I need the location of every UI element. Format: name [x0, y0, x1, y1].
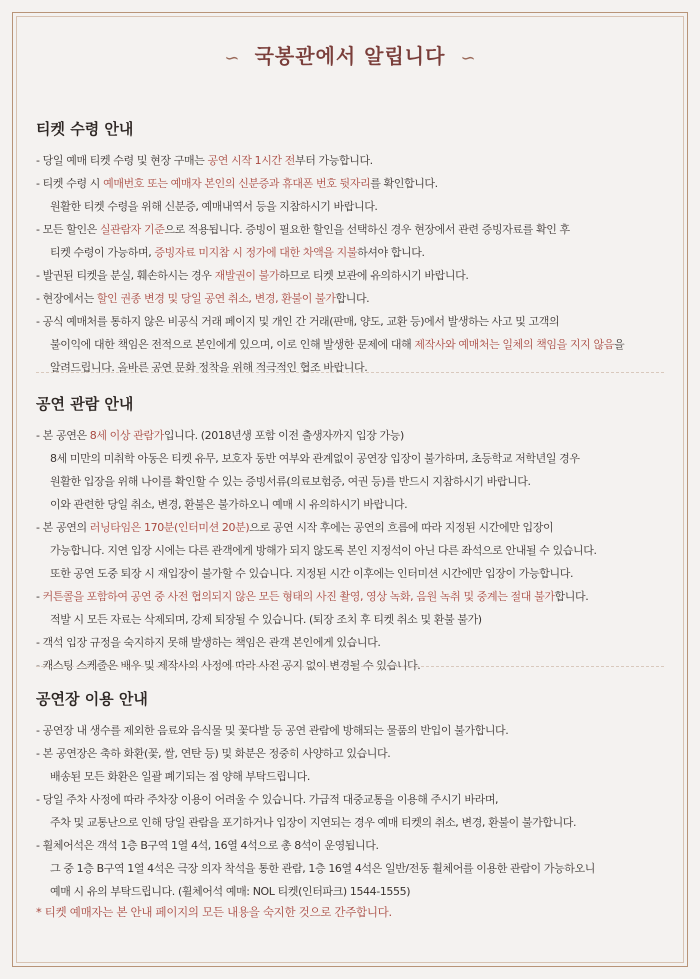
section-divider	[36, 666, 664, 667]
notice-item	[36, 218, 670, 241]
notice-text: 가능합니다. 지연 입장 시에는 다른 관객에게 방해가 되지 않도록 본인 지정석이 아닌 다른 좌석으로 안내될 수 있습니다.	[50, 544, 597, 557]
notice-text: 입니다. (2018년생 포함 이전 출생자까지 입장 가능)	[163, 429, 404, 442]
notice-line-continuation	[36, 811, 670, 834]
notice-line-continuation	[36, 857, 670, 880]
notice-item	[36, 719, 670, 742]
highlighted-text: 러닝타임은 170분(인터미션 20분)	[89, 521, 250, 534]
section-title: 공연장 이용 안내	[36, 690, 148, 708]
notice-text: 를 확인합니다.	[370, 177, 438, 190]
notice-text: - 객석 입장 규정을 숙지하지 못해 발생하는 책임은 관객 본인에게 있습니다.	[36, 636, 381, 649]
notice-text: 합니다.	[335, 292, 370, 305]
notice-line-continuation	[36, 539, 670, 562]
notice-item	[36, 585, 670, 608]
notice-line-continuation	[36, 333, 670, 356]
notice-text: - 본 공연장은 축하 화환(꽃, 쌀, 연탄 등) 및 화분은 정중히 사양하고 있습니다.	[36, 747, 391, 760]
section-title: 공연 관람 안내	[36, 395, 134, 413]
notice-item	[36, 287, 670, 310]
notice-line-continuation	[36, 880, 670, 903]
section-venue-usage	[36, 688, 670, 903]
highlighted-text: 증빙자료 미지참 시 정가에 대한 차액을 지불	[154, 246, 358, 259]
notice-text: - 캐스팅 스케줄은 배우 및 제작사의 사정에 따라 사전 공지 없이 변경될 수 있습니다.	[36, 659, 421, 672]
page-title: 국봉관에서 알립니다	[254, 44, 446, 68]
notice-item	[36, 631, 670, 654]
notice-text: 으로 적용됩니다. 증빙이 필요한 할인을 선택하신 경우 현장에서 관련 증빙자료를 확인 후	[164, 223, 570, 236]
notice-text: - 발권된 티켓을 분실, 훼손하시는 경우	[36, 269, 215, 282]
notice-text: 원활한 입장을 위해 나이를 확인할 수 있는 증빙서류(의료보험증, 여권 등)를 반드시 지참하시기 바랍니다.	[50, 475, 531, 488]
highlighted-text: 할인 권종 변경 및 당일 공연 취소, 변경, 환불이 불가	[96, 292, 336, 305]
notice-text: - 당일 예매 티켓 수령 및 현장 구매는	[36, 154, 208, 167]
left-flourish-icon: ∽	[224, 48, 240, 69]
notice-line-continuation	[36, 195, 670, 218]
notice-item	[36, 788, 670, 811]
highlighted-text: 공연 시작 1시간 전	[207, 154, 295, 167]
section-divider	[36, 372, 664, 373]
notice-text: 하셔야 합니다.	[357, 246, 425, 259]
notice-text: 으로 공연 시작 후에는 공연의 흐름에 따라 지정된 시간에만 입장이	[249, 521, 554, 534]
highlighted-text: 제작사와 예매처는 일체의 책임을 지지 않음	[414, 338, 614, 351]
notice-item	[36, 310, 670, 333]
notice-line-continuation	[36, 241, 670, 264]
notice-text: 또한 공연 도중 퇴장 시 재입장이 불가할 수 있습니다. 지정된 시간 이후에는 인터미션 시간에만 입장이 가능합니다.	[50, 567, 574, 580]
notice-text: 을	[613, 338, 625, 351]
section-title: 티켓 수령 안내	[36, 120, 134, 138]
notice-text: - 모든 할인은	[36, 223, 100, 236]
notice-line-continuation	[36, 765, 670, 788]
notice-item	[36, 516, 670, 539]
notice-line-continuation	[36, 470, 670, 493]
notice-text: 이와 관련한 당일 취소, 변경, 환불은 불가하오니 예매 시 유의하시기 바랍니다.	[50, 498, 408, 511]
notice-item	[36, 834, 670, 857]
highlighted-text: 실관람자 기준	[100, 223, 165, 236]
notice-text: 티켓 수령이 가능하며,	[50, 246, 155, 259]
right-flourish-icon: ∽	[460, 48, 476, 69]
section-lines	[36, 149, 670, 379]
notice-text: 원활한 티켓 수령을 위해 신분증, 예매내역서 등을 지참하시기 바랍니다.	[50, 200, 378, 213]
notice-item	[36, 742, 670, 765]
notice-item	[36, 149, 670, 172]
section-performance-viewing	[36, 393, 670, 677]
notice-line-continuation	[36, 608, 670, 631]
notice-text: - 티켓 수령 시	[36, 177, 104, 190]
notice-line-continuation	[36, 562, 670, 585]
footer-note: * 티켓 예매자는 본 안내 페이지의 모든 내용을 숙지한 것으로 간주합니다.	[36, 905, 392, 919]
notice-text: 알려드립니다. 올바른 공연 문화 정착을 위해 적극적인 협조 바랍니다.	[50, 361, 368, 374]
highlighted-text: 8세 이상 관람가	[89, 429, 164, 442]
notice-line-continuation	[36, 493, 670, 516]
notice-text: - 휠체어석은 객석 1층 B구역 1열 4석, 16열 4석으로 총 8석이 운영됩니다.	[36, 839, 379, 852]
notice-text: 적발 시 모든 자료는 삭제되며, 강제 퇴장될 수 있습니다. (퇴장 조치 후 티켓 취소 및 환불 불가)	[50, 613, 482, 626]
notice-text: 합니다.	[554, 590, 589, 603]
highlighted-text: 예매번호 또는 예매자 본인의 신분증과 휴대폰 번호 뒷자리	[103, 177, 371, 190]
notice-text: - 당일 주차 사정에 따라 주차장 이용이 어려울 수 있습니다. 가급적 대중교통을 이용해 주시기 바라며,	[36, 793, 499, 806]
notice-text: 하므로 티켓 보관에 유의하시기 바랍니다.	[279, 269, 469, 282]
notice-text: - 본 공연은	[36, 429, 90, 442]
notice-item	[36, 264, 670, 287]
notice-text: - 본 공연의	[36, 521, 90, 534]
notice-item	[36, 172, 670, 195]
notice-text: - 공연장 내 생수를 제외한 음료와 음식물 및 꽃다발 등 공연 관람에 방해되는 물품의 반입이 불가합니다.	[36, 724, 509, 737]
notice-text: - 현장에서는	[36, 292, 97, 305]
section-lines	[36, 719, 670, 903]
highlighted-text: 커튼콜을 포함하여 공연 중 사전 협의되지 않은 모든 형태의 사진 촬영, 영상 녹화, 음원 녹취 및 중계는 절대 불가	[42, 590, 555, 603]
notice-text: -	[36, 590, 43, 603]
notice-text: 불이익에 대한 책임은 전적으로 본인에게 있으며, 이로 인해 발생한 문제에 대해	[50, 338, 415, 351]
notice-text: 부터 가능합니다.	[295, 154, 373, 167]
notice-text: 예매 시 유의 부탁드립니다. (휠체어석 예매: NOL 티켓(인터파크) 1544-1555)	[50, 885, 411, 898]
highlighted-text: 재발권이 불가	[214, 269, 280, 282]
section-ticket-pickup	[36, 118, 670, 379]
notice-line-continuation	[36, 356, 670, 379]
notice-text: 그 중 1층 B구역 1열 4석은 극장 의자 착석을 통한 관람, 1층 16열 4석은 일반/전동 휠체어를 이용한 관람이 가능하오니	[50, 862, 595, 875]
notice-text: 배송된 모든 화환은 일괄 폐기되는 점 양해 부탁드립니다.	[50, 770, 310, 783]
notice-text: - 공식 예매처를 통하지 않은 비공식 거래 페이지 및 개인 간 거래(판매, 양도, 교환 등)에서 발생하는 사고 및 고객의	[36, 315, 560, 328]
notice-line-continuation	[36, 447, 670, 470]
header	[0, 40, 700, 69]
notice-text: 8세 미만의 미취학 아동은 티켓 유무, 보호자 동반 여부와 관계없이 공연장 입장이 불가하며, 초등학교 저학년일 경우	[50, 452, 580, 465]
notice-item	[36, 424, 670, 447]
section-lines	[36, 424, 670, 677]
notice-text: 주차 및 교통난으로 인해 당일 관람을 포기하거나 입장이 지연되는 경우 예매 티켓의 취소, 변경, 환불이 불가합니다.	[50, 816, 577, 829]
